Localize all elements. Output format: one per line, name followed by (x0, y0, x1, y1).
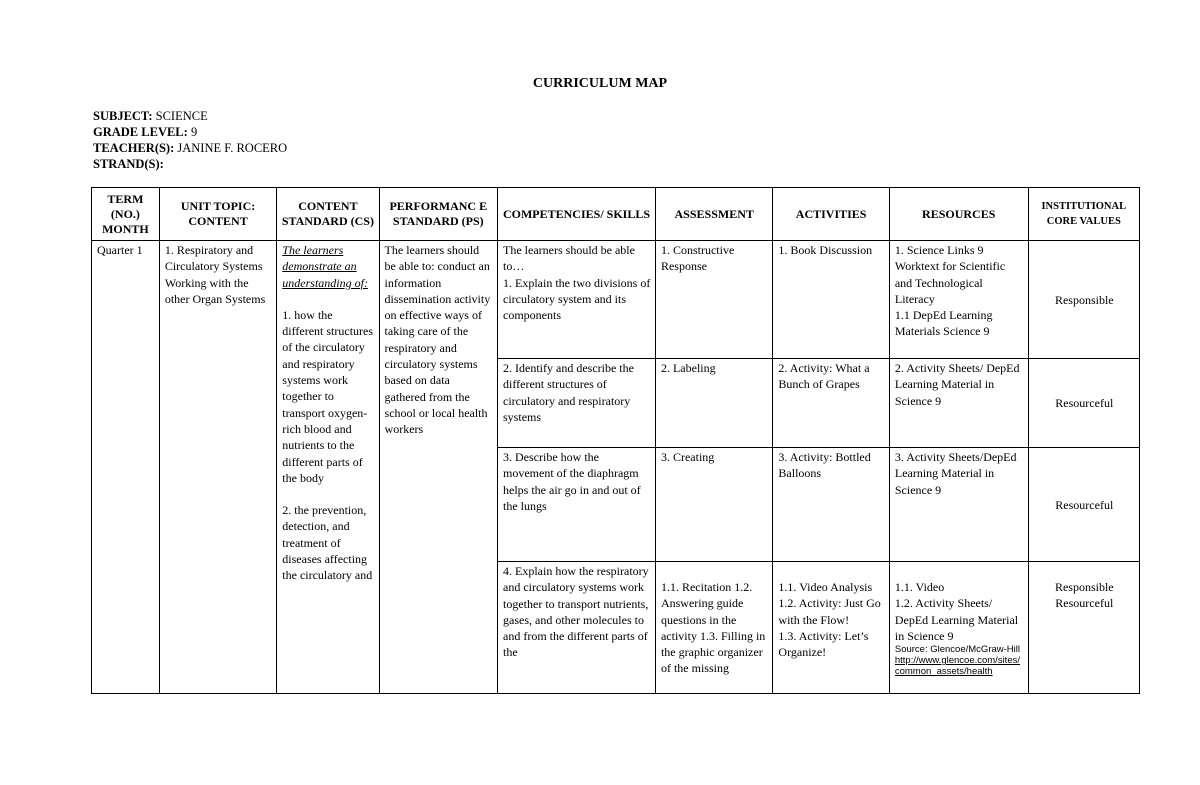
header-activities: ACTIVITIES (773, 188, 889, 241)
competency-text: 4. Explain how the respiratory and circulatory systems work together to transport nutrients, gases, and other molecules to and from the different parts of the (503, 564, 649, 660)
competency-intro: The learners should be able to… (503, 243, 635, 274)
unit-topic-cell: 1. Respiratory and Circulatory Systems Working with the other Organ Systems (159, 241, 276, 694)
cs-item-2: 2. the prevention, detection, and treatment of diseases affecting the circulatory and (282, 503, 373, 583)
activity-cell: 3. Activity: Bottled Balloons (773, 448, 889, 562)
grade-value: 9 (190, 125, 198, 139)
activity-cell: 2. Activity: What a Bunch of Grapes (773, 359, 889, 448)
document-meta (93, 108, 287, 172)
competency-cell: 2. Identify and describe the different structures of circulatory and respiratory systems (498, 359, 656, 448)
teacher-line (93, 140, 287, 156)
source-text: Source: Glencoe/McGraw-Hill (894, 644, 1020, 656)
assessment-cell (655, 562, 772, 694)
resource-link[interactable]: http://www.glencoe.com/sites/common_assets/health (894, 655, 1020, 678)
core-value-cell: Resourceful (1028, 359, 1139, 448)
header-resources: RESOURCES (889, 188, 1028, 241)
activity-list (778, 579, 884, 693)
activity-cell: 1. Book Discussion (773, 241, 889, 359)
content-standard-cell (277, 241, 379, 694)
activity-item: 1.1. Video Analysis (778, 580, 873, 594)
resource-list (895, 579, 1024, 693)
assessment-cell: 2. Labeling (655, 359, 772, 448)
header-performance-standard: PERFORMANC E STANDARD (PS) (379, 188, 497, 241)
header-content-standard: CONTENT STANDARD (CS) (277, 188, 379, 241)
header-unit-topic: UNIT TOPIC: CONTENT (159, 188, 276, 241)
assessment-cell: 1. Constructive Response (655, 241, 772, 359)
resource-cell: 2. Activity Sheets/ DepEd Learning Material in Science 9 (889, 359, 1028, 448)
performance-standard-cell: The learners should be able to: conduct an information dissemination activity on effective ways of taking care of the respiratory and circulatory systems based on data gathered from the school or local health workers (379, 241, 497, 694)
resource-cell (889, 562, 1028, 694)
activity-item: 1.3. Activity: Let’s Organize! (778, 628, 869, 660)
grade-line (93, 124, 287, 140)
table-row (92, 241, 1140, 359)
competency-text: 1. Explain the two divisions of circulatory system and its components (503, 275, 651, 323)
resource-cell: 3. Activity Sheets/DepEd Learning Material in Science 9 (889, 448, 1028, 562)
activity-item: 1.2. Activity: Just Go with the Flow! (778, 596, 881, 627)
cs-intro: The learners demonstrate an understanding of: (282, 243, 368, 290)
resource-text-2: 1.1 DepEd Learning Materials Science 9 (894, 308, 993, 339)
curriculum-table (91, 187, 1140, 694)
subject-value: SCIENCE (155, 109, 208, 123)
page-title: CURRICULUM MAP (532, 76, 668, 91)
grade-label: GRADE LEVEL: (93, 125, 188, 139)
core-value-cell (1028, 562, 1139, 694)
activity-cell (773, 562, 889, 694)
cs-item-1: 1. how the different structures of the circulatory and respiratory systems work together to transport oxygen-rich blood and nutrients to the different parts of the body (282, 307, 374, 485)
strand-label: STRAND(S): (93, 157, 164, 171)
core-value-text: Responsible (1054, 580, 1114, 594)
assessment-cell: 3. Creating (655, 448, 772, 562)
header-core-values: INSTITUTIONAL CORE VALUES (1028, 188, 1139, 241)
teacher-value: JANINE F. ROCERO (177, 141, 288, 155)
header-competencies: COMPETENCIES/ SKILLS (498, 188, 656, 241)
resource-text: 1.1. Video (894, 580, 945, 594)
header-assessment: ASSESSMENT (655, 188, 772, 241)
header-term: TERM (NO.) MONTH (92, 188, 160, 241)
competency-cell (498, 241, 656, 359)
subject-label: SUBJECT: (93, 109, 153, 123)
assessment-text: 1.1. Recitation 1.2. Answering guide questions in the activity 1.3. Filling in the graphic organizer of the missing (660, 580, 766, 676)
resource-cell (889, 241, 1028, 359)
core-value-cell: Resourceful (1028, 448, 1139, 562)
strand-line (93, 156, 287, 172)
resource-text-2: 1.2. Activity Sheets/ DepEd Learning Material in Science 9 (894, 596, 1019, 643)
core-value-text: Resourceful (1055, 596, 1114, 611)
core-value-cell: Responsible (1028, 241, 1139, 359)
competency-cell: 3. Describe how the movement of the diaphragm helps the air go in and out of the lungs (498, 448, 656, 562)
subject-line (93, 108, 287, 124)
competency-cell (498, 562, 656, 694)
resource-text: 1. Science Links 9 Worktext for Scientific and Technological Literacy (894, 243, 1006, 306)
term-cell: Quarter 1 (92, 241, 160, 694)
header-row (92, 188, 1140, 241)
teacher-label: TEACHER(S): (93, 141, 175, 155)
